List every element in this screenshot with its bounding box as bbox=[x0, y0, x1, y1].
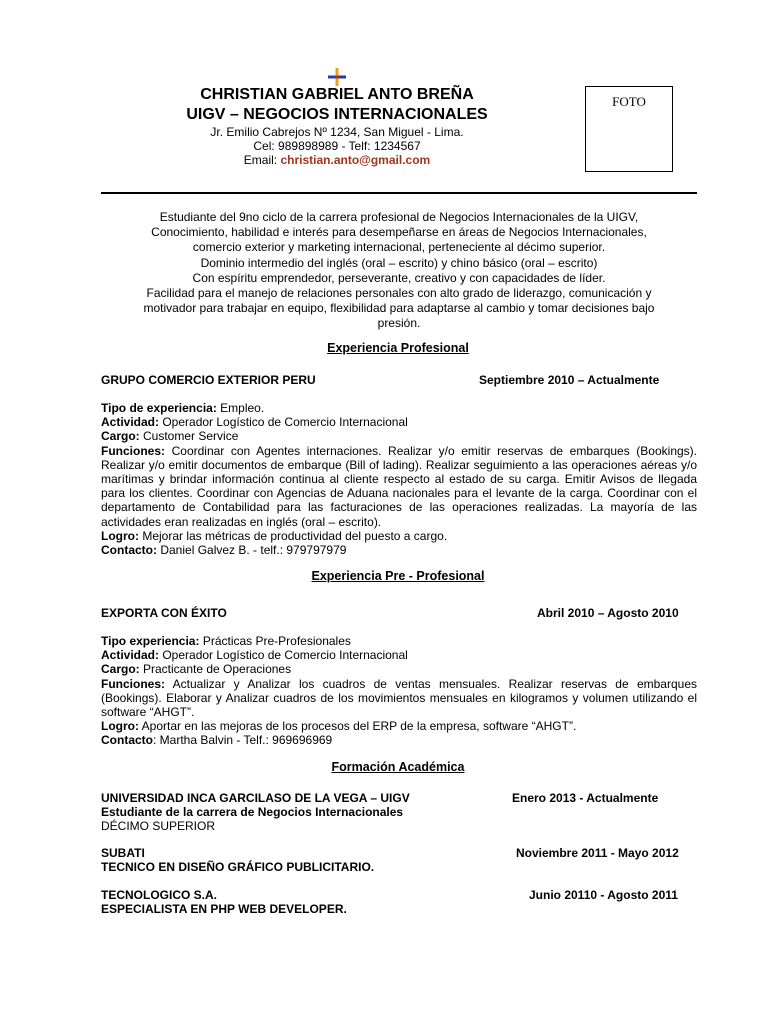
detail-activity: Actividad: Operador Logístico de Comercio Internacional bbox=[101, 648, 408, 663]
detail-role: Cargo: Customer Service bbox=[101, 429, 239, 444]
education-note: DÉCIMO SUPERIOR bbox=[101, 819, 216, 833]
email-line bbox=[0, 153, 674, 167]
education-entry bbox=[101, 846, 695, 860]
detail-contact: Contacto: Daniel Galvez B. - telf.: 979797979 bbox=[101, 543, 347, 558]
detail-functions: Funciones: Actualizar y Analizar los cuadros de ventas mensuales. Realizar reservas de embarques (Bookings). Elaborar y Analizar cuadros de los movimientos mensuales en kilogramos y volumen utilizando el software “AHGT”. bbox=[101, 676, 697, 720]
summary-line: Conocimiento, habilidad e interés para desempeñarse en áreas de Negocios Internacionales, bbox=[151, 225, 647, 240]
education-degree: TECNICO EN DISEÑO GRÁFICO PUBLICITARIO. bbox=[101, 860, 375, 874]
summary-line: Con espíritu emprendedor, perseverante, creativo y con capacidades de líder. bbox=[192, 270, 606, 285]
detail-achievement: Logro: Aportar en las mejoras de los procesos del ERP de la empresa, software “AHGT”. bbox=[101, 719, 577, 734]
summary-line: presión. bbox=[377, 316, 421, 331]
job-dates: Abril 2010 – Agosto 2010 bbox=[537, 606, 679, 620]
summary-line: Dominio intermedio del inglés (oral – escrito) y chino básico (oral – escrito) bbox=[200, 255, 598, 270]
education-entry bbox=[101, 791, 695, 805]
candidate-subtitle: UIGV – NEGOCIOS INTERNACIONALES bbox=[186, 106, 488, 123]
email-label: Email: bbox=[243, 153, 278, 167]
education-degree: ESPECIALISTA EN PHP WEB DEVELOPER. bbox=[101, 902, 347, 916]
institution-name: TECNOLOGICO S.A. bbox=[101, 888, 218, 902]
company-name: EXPORTA CON ÉXITO bbox=[101, 606, 227, 620]
institution-name: UNIVERSIDAD INCA GARCILASO DE LA VEGA – UIGV bbox=[101, 791, 410, 805]
education-dates: Noviembre 2011 - Mayo 2012 bbox=[516, 846, 679, 860]
company-name: GRUPO COMERCIO EXTERIOR PERU bbox=[101, 373, 316, 387]
detail-type: Tipo experiencia: Prácticas Pre-Profesionales bbox=[101, 634, 351, 648]
job-header bbox=[101, 373, 695, 387]
section-title-pre-experience: Experiencia Pre - Profesional bbox=[311, 569, 485, 583]
detail-role: Cargo: Practicante de Operaciones bbox=[101, 662, 292, 677]
education-entry bbox=[101, 888, 695, 902]
job-dates: Septiembre 2010 – Actualmente bbox=[479, 373, 660, 387]
section-title-experience: Experiencia Profesional bbox=[327, 341, 469, 355]
address: Jr. Emilio Cabrejos Nº 1234, San Miguel - Lima. bbox=[210, 125, 464, 139]
education-dates: Enero 2013 - Actualmente bbox=[512, 791, 659, 805]
summary-line: Estudiante del 9no ciclo de la carrera profesional de Negocios Internacionales de la UIGV, bbox=[159, 210, 639, 224]
summary-line: Facilidad para el manejo de relaciones personales con alto grado de liderazgo, comunicación y bbox=[146, 286, 652, 301]
institution-name: SUBATI bbox=[101, 846, 145, 860]
summary-line: comercio exterior y marketing internacional, perteneciente al décimo superior. bbox=[192, 240, 606, 255]
candidate-name: CHRISTIAN GABRIEL ANTO BREÑA bbox=[200, 86, 474, 103]
phones: Cel: 989898989 - Telf: 1234567 bbox=[253, 139, 421, 153]
detail-activity: Actividad: Operador Logístico de Comercio Internacional bbox=[101, 415, 408, 430]
photo-placeholder: FOTO bbox=[585, 86, 673, 172]
detail-achievement: Logro: Mejorar las métricas de productividad del puesto a cargo. bbox=[101, 528, 448, 543]
job-details bbox=[101, 634, 697, 748]
header-divider bbox=[101, 192, 697, 194]
logo-icon bbox=[328, 68, 346, 86]
job-details bbox=[101, 401, 697, 557]
education-dates: Junio 20110 - Agosto 2011 bbox=[529, 888, 678, 902]
detail-type: Tipo de experiencia: Empleo. bbox=[101, 401, 265, 415]
summary-line: motivador para trabajar en equipo, flexibilidad para adaptarse al cambio y tomar decisiones bajo bbox=[143, 301, 655, 316]
email-link[interactable]: christian.anto@gmail.com bbox=[280, 153, 431, 167]
profile-summary bbox=[104, 210, 694, 332]
education-degree: Estudiante de la carrera de Negocios Internacionales bbox=[101, 805, 404, 819]
detail-contact: Contacto: Martha Balvin - Telf.: 969696969 bbox=[101, 733, 333, 748]
detail-functions: Funciones: Coordinar con Agentes internaciones. Realizar y/o emitir reservas de embarques (Bookings). Realizar y/o emitir documentos de embarque (Bill of lading). Realizar seguimiento a las operaciones aéreas y/o marítimas y brindar información continua al cliente respecto al estado de su carga. Emitir Avisos de llegada para los clientes. Coordinar con Agencias de Aduana nacionales para el levante de la carga. Coordinar con el departamento de Contabilidad para las facturaciones de las operaciones realizadas. La mayoría de las actividades eran realizadas en inglés (oral – escrito). bbox=[101, 443, 697, 529]
job-header bbox=[101, 606, 695, 620]
section-title-education: Formación Académica bbox=[331, 760, 465, 774]
